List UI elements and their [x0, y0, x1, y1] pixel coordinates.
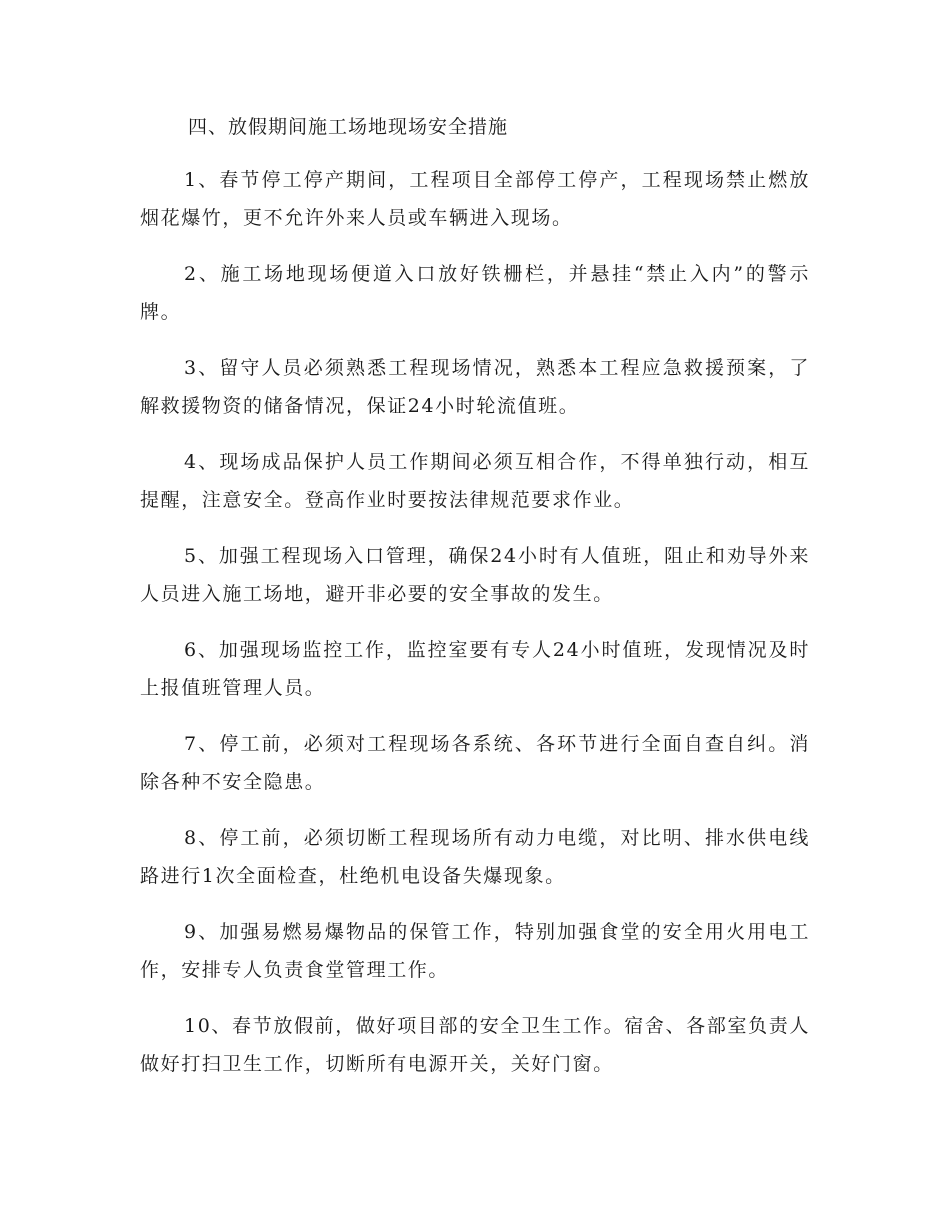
paragraph-4: 4、现场成品保护人员工作期间必须互相合作，不得单独行动，相互提醒，注意安全。登高作业时要按法律规范要求作业。 — [140, 451, 810, 511]
paragraph-10: 10、春节放假前，做好项目部的安全卫生工作。宿舍、各部室负责人做好打扫卫生工作，切断所有电源开关，关好门窗。 — [140, 1015, 810, 1075]
section-heading: 四、放假期间施工场地现场安全措施 — [188, 116, 509, 138]
paragraph-9: 9、加强易燃易爆物品的保管工作，特别加强食堂的安全用火用电工作，安排专人负责食堂管理工作。 — [140, 921, 810, 981]
paragraph-2: 2、施工场地现场便道入口放好铁栅栏，并悬挂“禁止入内”的警示牌。 — [140, 263, 810, 323]
paragraph-5: 5、加强工程现场入口管理，确保24小时有人值班，阻止和劝导外来人员进入施工场地，避开非必要的安全事故的发生。 — [140, 545, 810, 605]
paragraph-3: 3、留守人员必须熟悉工程现场情况，熟悉本工程应急救援预案，了解救援物资的储备情况，保证24小时轮流值班。 — [140, 357, 810, 417]
paragraph-8: 8、停工前，必须切断工程现场所有动力电缆，对比明、排水供电线路进行1次全面检查，杜绝机电设备失爆现象。 — [140, 827, 810, 887]
paragraph-6: 6、加强现场监控工作，监控室要有专人24小时值班，发现情况及时上报值班管理人员。 — [140, 639, 810, 699]
paragraph-7: 7、停工前，必须对工程现场各系统、各环节进行全面自查自纠。消除各种不安全隐患。 — [140, 733, 810, 793]
paragraph-1: 1、春节停工停产期间，工程项目全部停工停产，工程现场禁止燃放烟花爆竹，更不允许外来人员或车辆进入现场。 — [140, 169, 810, 229]
